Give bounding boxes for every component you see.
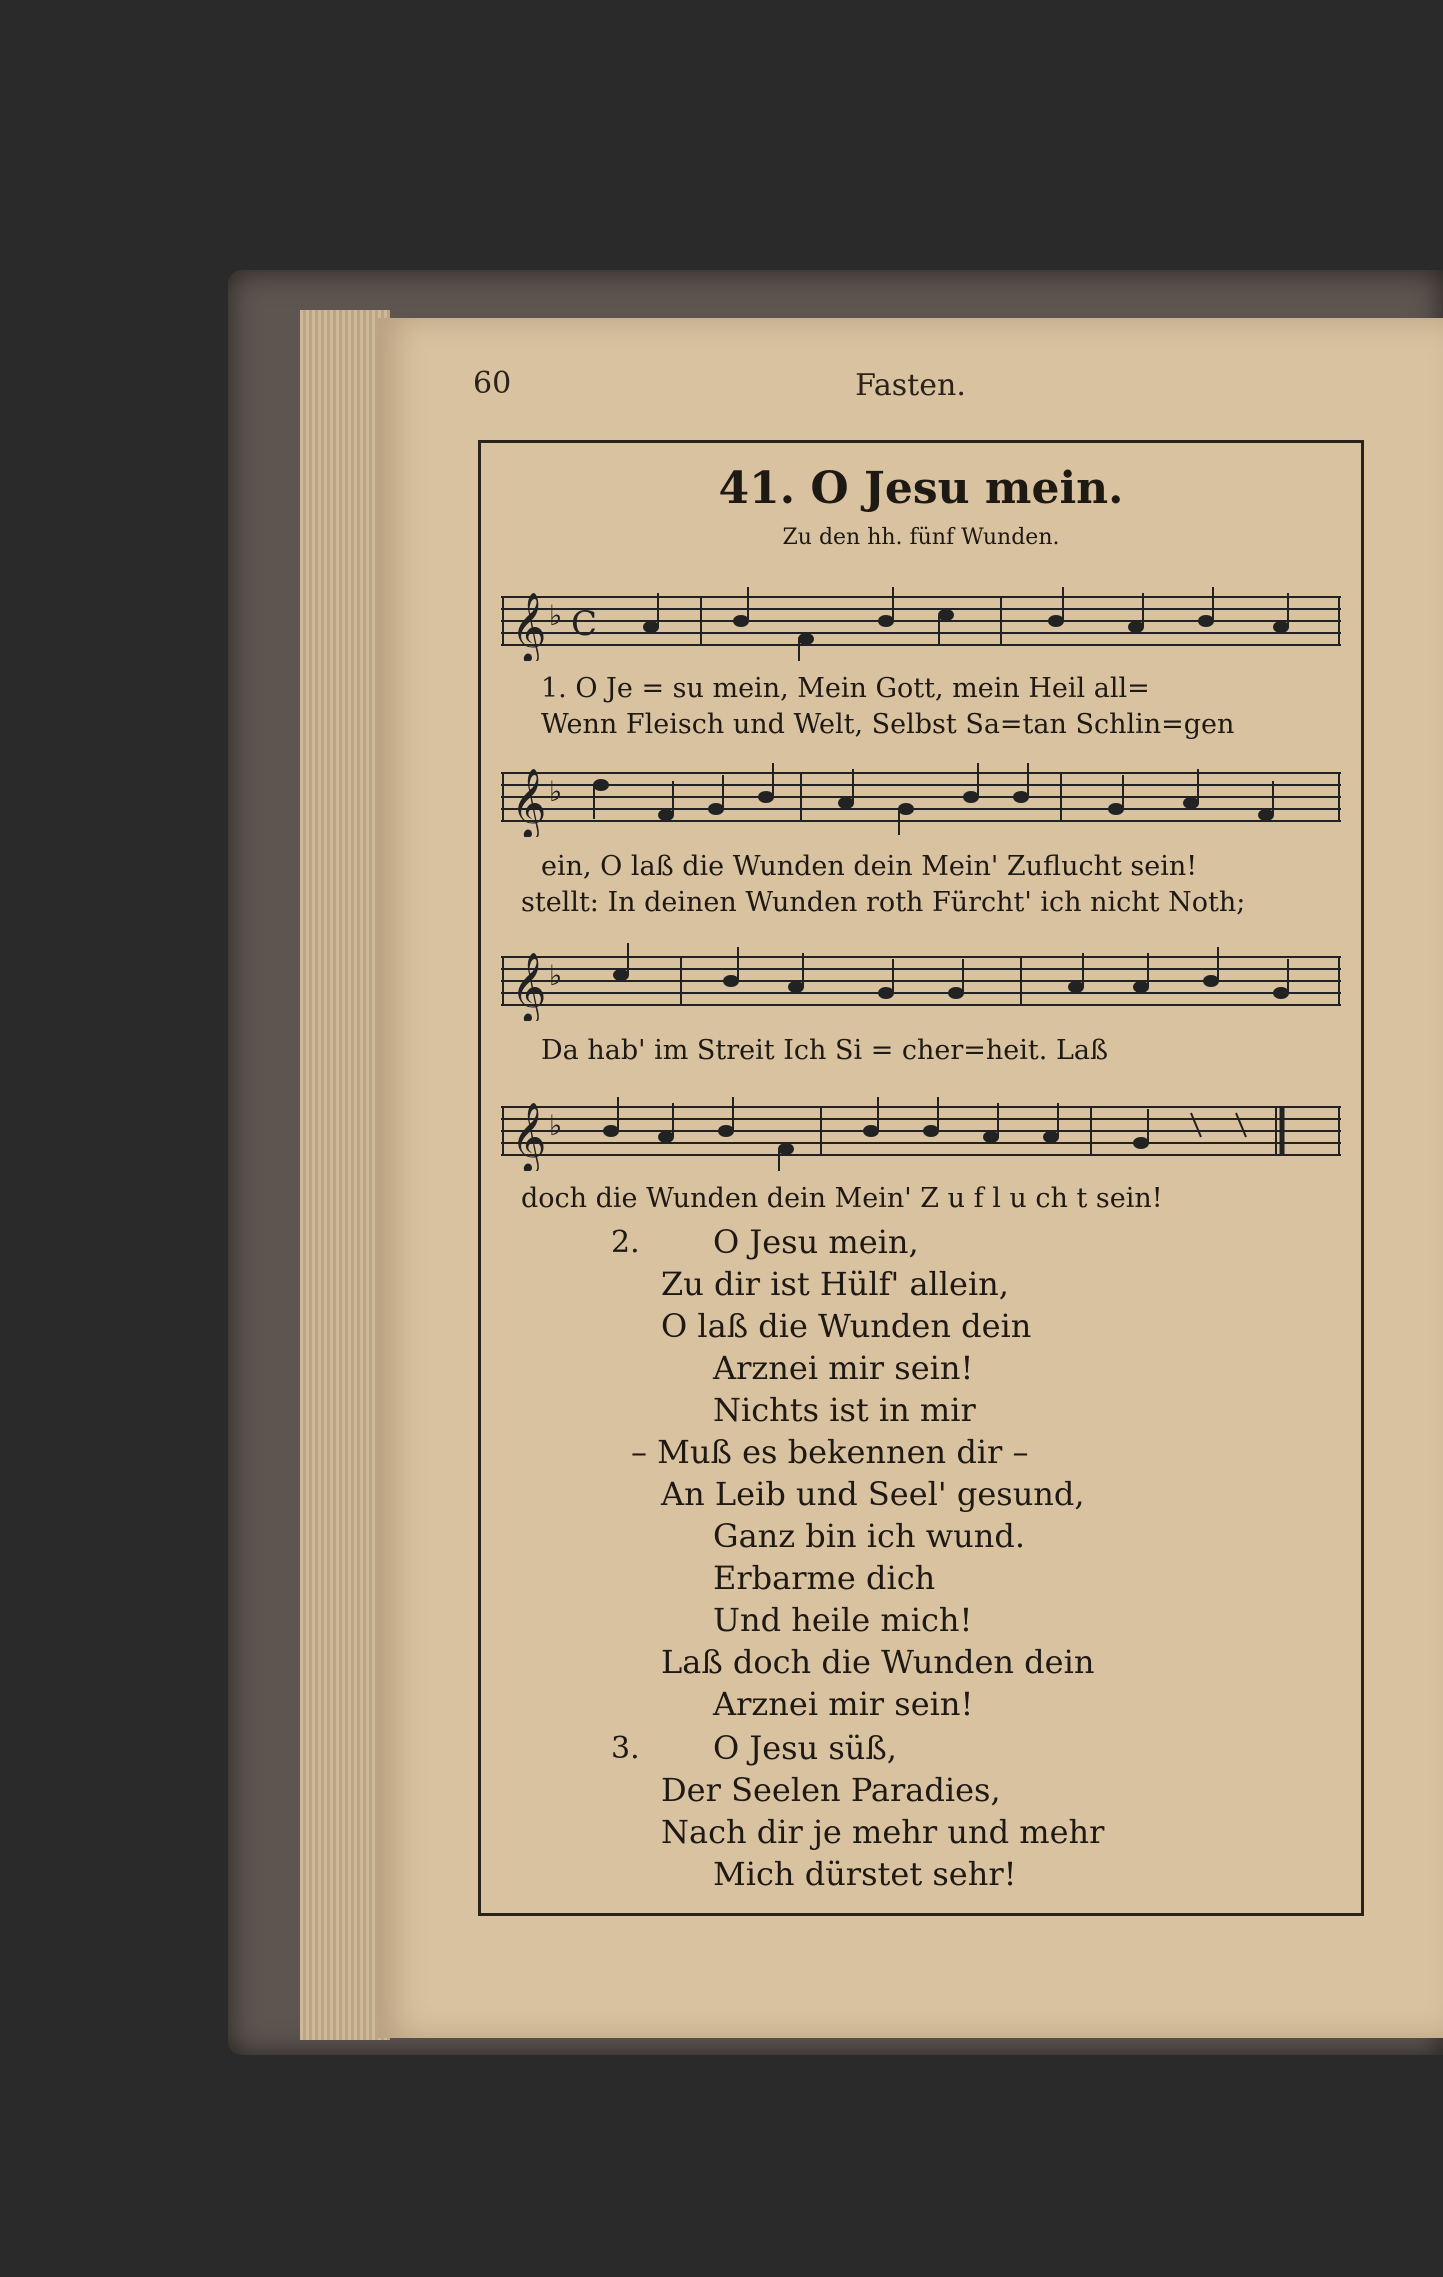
verse-line: Laß doch die Wunden dein xyxy=(661,1643,1095,1681)
verse-line: Und heile mich! xyxy=(713,1601,973,1639)
running-head: Fasten. xyxy=(855,368,966,403)
verse-line: – Muß es bekennen dir – xyxy=(631,1433,1029,1471)
svg-text:♭: ♭ xyxy=(549,775,563,808)
verse-line: Nichts ist in mir xyxy=(713,1391,976,1429)
verse-line: An Leib und Seel' gesund, xyxy=(661,1475,1085,1513)
page-number: 60 xyxy=(473,366,512,401)
lyric-line: Da hab' im Streit Ich Si = cher=heit. Laß xyxy=(541,1035,1108,1066)
lyric-line: ein, O laß die Wunden dein Mein' Zuflucht sein! xyxy=(541,851,1198,882)
verse-line: Nach dir je mehr und mehr xyxy=(661,1813,1105,1851)
page-edges xyxy=(300,310,390,2040)
lyric-line: doch die Wunden dein Mein' Z u f l u ch t sein! xyxy=(521,1183,1163,1214)
verse-line: Arznei mir sein! xyxy=(713,1685,974,1723)
svg-text:𝄞: 𝄞 xyxy=(511,768,547,837)
verse-line: O Jesu süß, xyxy=(713,1729,897,1767)
hymn-subtitle: Zu den hh. fünf Wunden. xyxy=(782,525,1060,550)
svg-text:♭: ♭ xyxy=(549,959,563,992)
svg-text:♭: ♭ xyxy=(549,599,563,632)
book-page xyxy=(378,318,1443,2038)
music-staff xyxy=(501,583,1341,661)
music-staff xyxy=(501,943,1341,1021)
lyric-line: Wenn Fleisch und Welt, Selbst Sa=tan Schlin=gen xyxy=(541,709,1235,740)
svg-text:𝄞: 𝄞 xyxy=(511,592,547,661)
svg-text:𝄞: 𝄞 xyxy=(511,952,547,1021)
verse-line: Arznei mir sein! xyxy=(713,1349,974,1387)
verse-line: Ganz bin ich wund. xyxy=(713,1517,1025,1555)
hymn-title: 41. O Jesu mein. xyxy=(718,463,1124,514)
lyric-line: 1. O Je = su mein, Mein Gott, mein Heil all= xyxy=(541,673,1150,704)
music-staff xyxy=(501,759,1341,837)
svg-text:C: C xyxy=(571,604,598,644)
music-staff xyxy=(501,1093,1341,1171)
lyric-line: stellt: In deinen Wunden roth Fürcht' ich nicht Noth; xyxy=(521,887,1246,918)
verse-number: 2. xyxy=(611,1225,640,1260)
hymn-frame xyxy=(478,440,1364,1916)
svg-text:♭: ♭ xyxy=(549,1109,563,1142)
verse-line: O Jesu mein, xyxy=(713,1223,919,1261)
verse-number: 3. xyxy=(611,1731,640,1766)
verse-line: Mich dürstet sehr! xyxy=(713,1855,1017,1893)
verse-line: Der Seelen Paradies, xyxy=(661,1771,1001,1809)
verse-line: Zu dir ist Hülf' allein, xyxy=(661,1265,1009,1303)
verse-line: O laß die Wunden dein xyxy=(661,1307,1032,1345)
svg-text:𝄞: 𝄞 xyxy=(511,1102,547,1171)
verse-line: Erbarme dich xyxy=(713,1559,936,1597)
